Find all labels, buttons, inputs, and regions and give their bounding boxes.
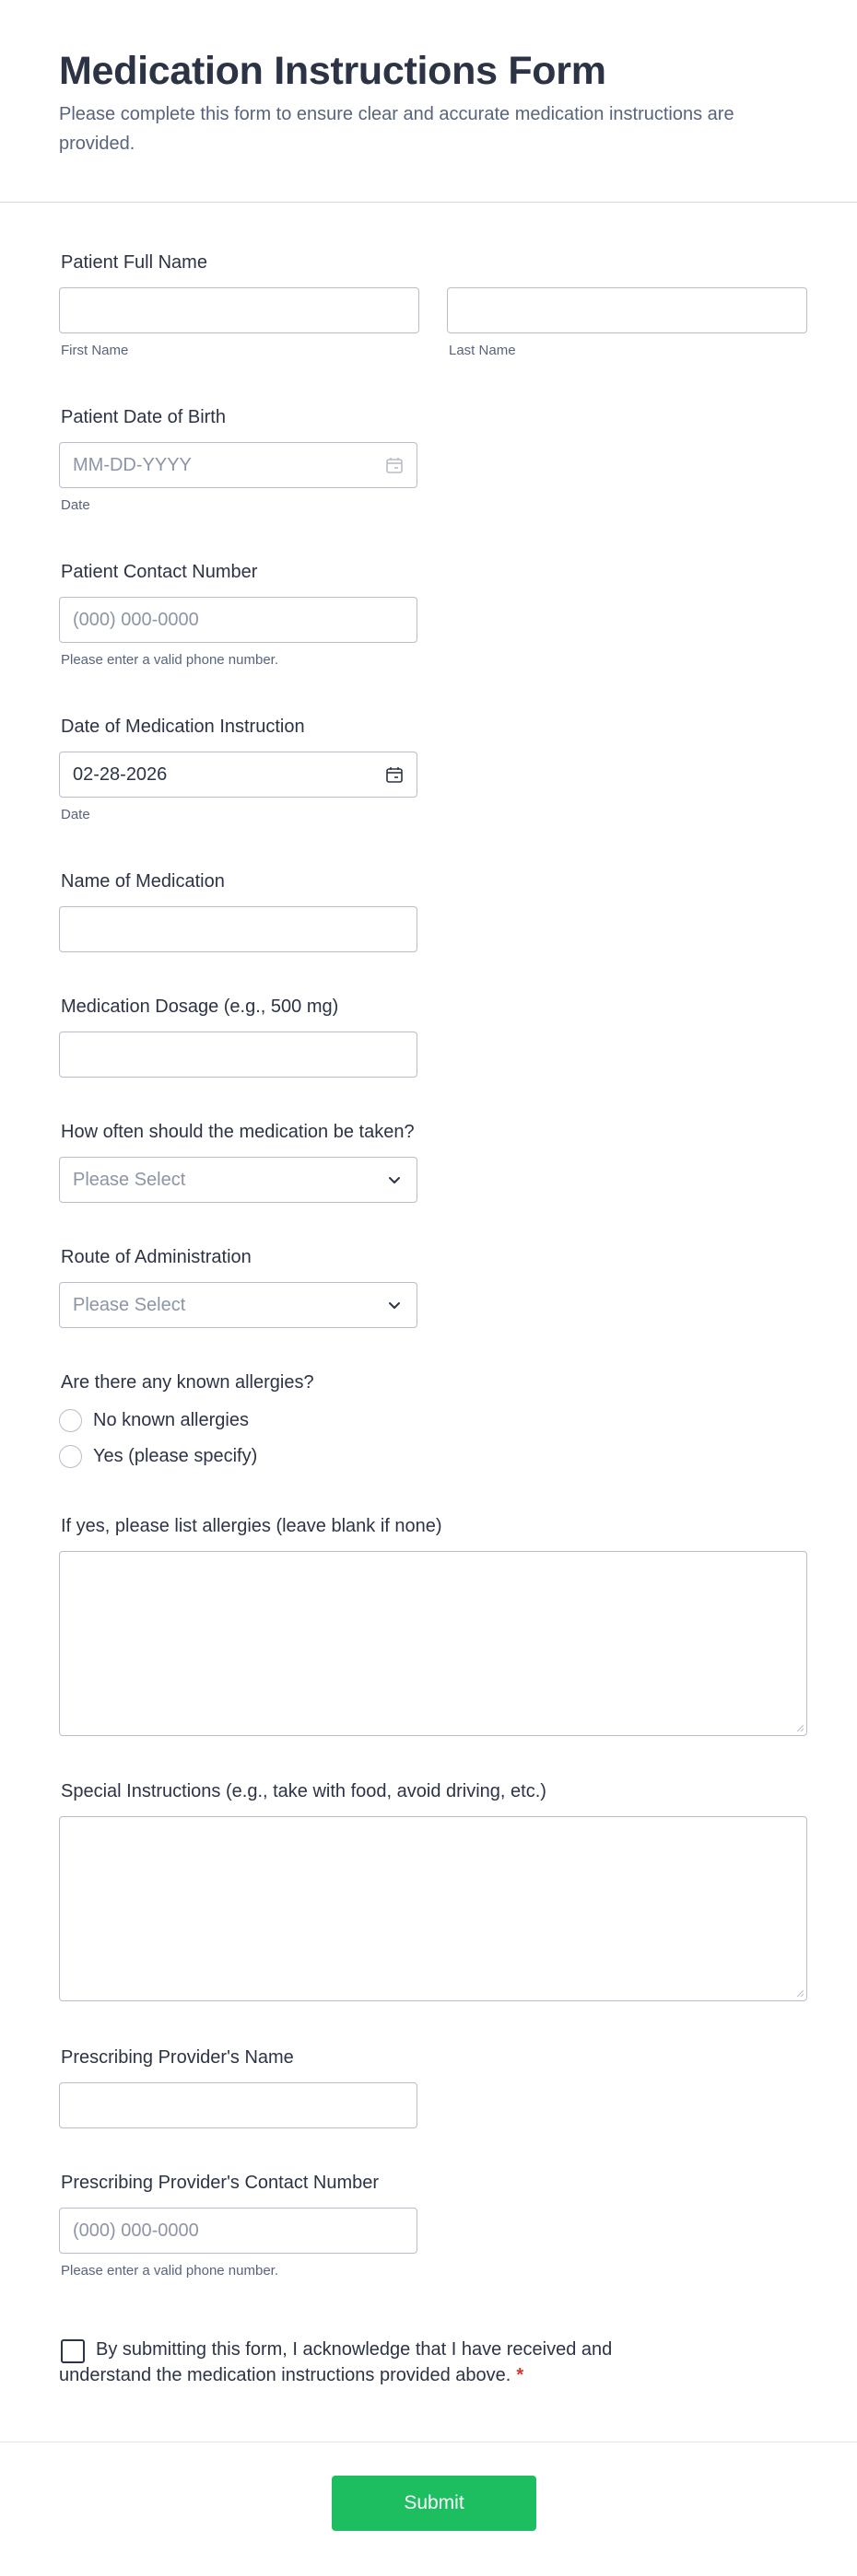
- allergy-list-field: [59, 1514, 807, 1735]
- radio-option-yes-allergies[interactable]: [59, 1443, 257, 1469]
- instruction-date-label: Date of Medication Instruction: [61, 717, 305, 737]
- dob-input[interactable]: [59, 442, 417, 488]
- radio-button[interactable]: [59, 1445, 82, 1468]
- medication-name-field: [59, 869, 807, 962]
- dosage-input[interactable]: [59, 1032, 417, 1078]
- route-selected: Please Select: [73, 1294, 186, 1315]
- contact-input[interactable]: [59, 597, 417, 643]
- special-instructions-textarea[interactable]: [59, 1816, 807, 2001]
- provider-name-input[interactable]: [59, 2082, 417, 2128]
- provider-name-label: Prescribing Provider's Name: [61, 2047, 294, 2068]
- last-name-input[interactable]: [447, 287, 807, 333]
- dob-label: Patient Date of Birth: [61, 407, 226, 427]
- provider-contact-sublabel: Please enter a valid phone number.: [61, 2263, 278, 2279]
- instruction-date-value: 02-28-2026: [73, 763, 168, 785]
- acknowledgement-field: [59, 2337, 807, 2401]
- radio-label: No known allergies: [93, 1409, 249, 1430]
- medication-name-label: Name of Medication: [61, 871, 225, 892]
- medication-name-input[interactable]: [59, 906, 417, 952]
- provider-contact-field: [59, 2171, 807, 2290]
- allergies-label: Are there any known allergies?: [61, 1372, 314, 1393]
- instruction-date-input[interactable]: [59, 752, 417, 798]
- required-asterisk: *: [516, 2365, 524, 2385]
- first-name-sublabel: First Name: [61, 343, 129, 358]
- provider-contact-label: Prescribing Provider's Contact Number: [61, 2173, 380, 2193]
- form-subtitle: Please complete this form to ensure clear and accurate medication instructions are provided.: [59, 104, 734, 154]
- last-name-sublabel: Last Name: [449, 343, 516, 358]
- special-instructions-field: [59, 1779, 807, 2000]
- resize-grip-icon[interactable]: [795, 1723, 804, 1732]
- acknowledgement-text: [59, 2337, 667, 2388]
- chevron-down-icon: [385, 1296, 404, 1314]
- patient-name-field: [59, 251, 807, 370]
- provider-contact-input[interactable]: [59, 2208, 417, 2254]
- radio-button[interactable]: [59, 1409, 82, 1432]
- route-field: [59, 1245, 807, 1337]
- frequency-selected: Please Select: [73, 1169, 186, 1190]
- dob-placeholder: MM-DD-YYYY: [73, 454, 192, 475]
- instruction-date-field: [59, 715, 807, 834]
- frequency-field: [59, 1120, 807, 1212]
- dob-field: [59, 405, 807, 525]
- contact-placeholder: (000) 000-0000: [73, 609, 199, 630]
- route-label: Route of Administration: [61, 1247, 252, 1267]
- form-header: [0, 0, 857, 203]
- provider-contact-placeholder: (000) 000-0000: [73, 2220, 199, 2241]
- patient-name-label: Patient Full Name: [61, 252, 207, 273]
- submit-button[interactable]: Submit: [332, 2476, 536, 2531]
- radio-option-no-allergies[interactable]: [59, 1407, 249, 1433]
- calendar-icon[interactable]: [385, 456, 404, 474]
- contact-sublabel: Please enter a valid phone number.: [61, 652, 278, 668]
- dosage-label: Medication Dosage (e.g., 500 mg): [61, 997, 339, 1017]
- acknowledgement-label: By submitting this form, I acknowledge that I have received and understand the medication instructions provided above.: [59, 2339, 613, 2385]
- dob-sublabel: Date: [61, 497, 90, 513]
- radio-label: Yes (please specify): [93, 1445, 258, 1466]
- provider-name-field: [59, 2046, 807, 2138]
- resize-grip-icon[interactable]: [795, 1988, 804, 1998]
- contact-field: [59, 560, 807, 680]
- chevron-down-icon: [385, 1171, 404, 1189]
- dosage-field: [59, 995, 807, 1087]
- frequency-select[interactable]: [59, 1157, 417, 1203]
- route-select[interactable]: [59, 1282, 417, 1328]
- calendar-icon[interactable]: [385, 765, 404, 784]
- special-instructions-label: Special Instructions (e.g., take with food, avoid driving, etc.): [61, 1781, 546, 1801]
- contact-label: Patient Contact Number: [61, 562, 258, 582]
- first-name-input[interactable]: [59, 287, 419, 333]
- frequency-label: How often should the medication be taken?: [61, 1122, 415, 1142]
- form-title: Medication Instructions Form: [59, 49, 606, 93]
- allergy-list-label: If yes, please list allergies (leave blank if none): [61, 1516, 442, 1536]
- allergies-field: [59, 1370, 807, 1481]
- allergy-list-textarea[interactable]: [59, 1551, 807, 1736]
- instruction-date-sublabel: Date: [61, 807, 90, 822]
